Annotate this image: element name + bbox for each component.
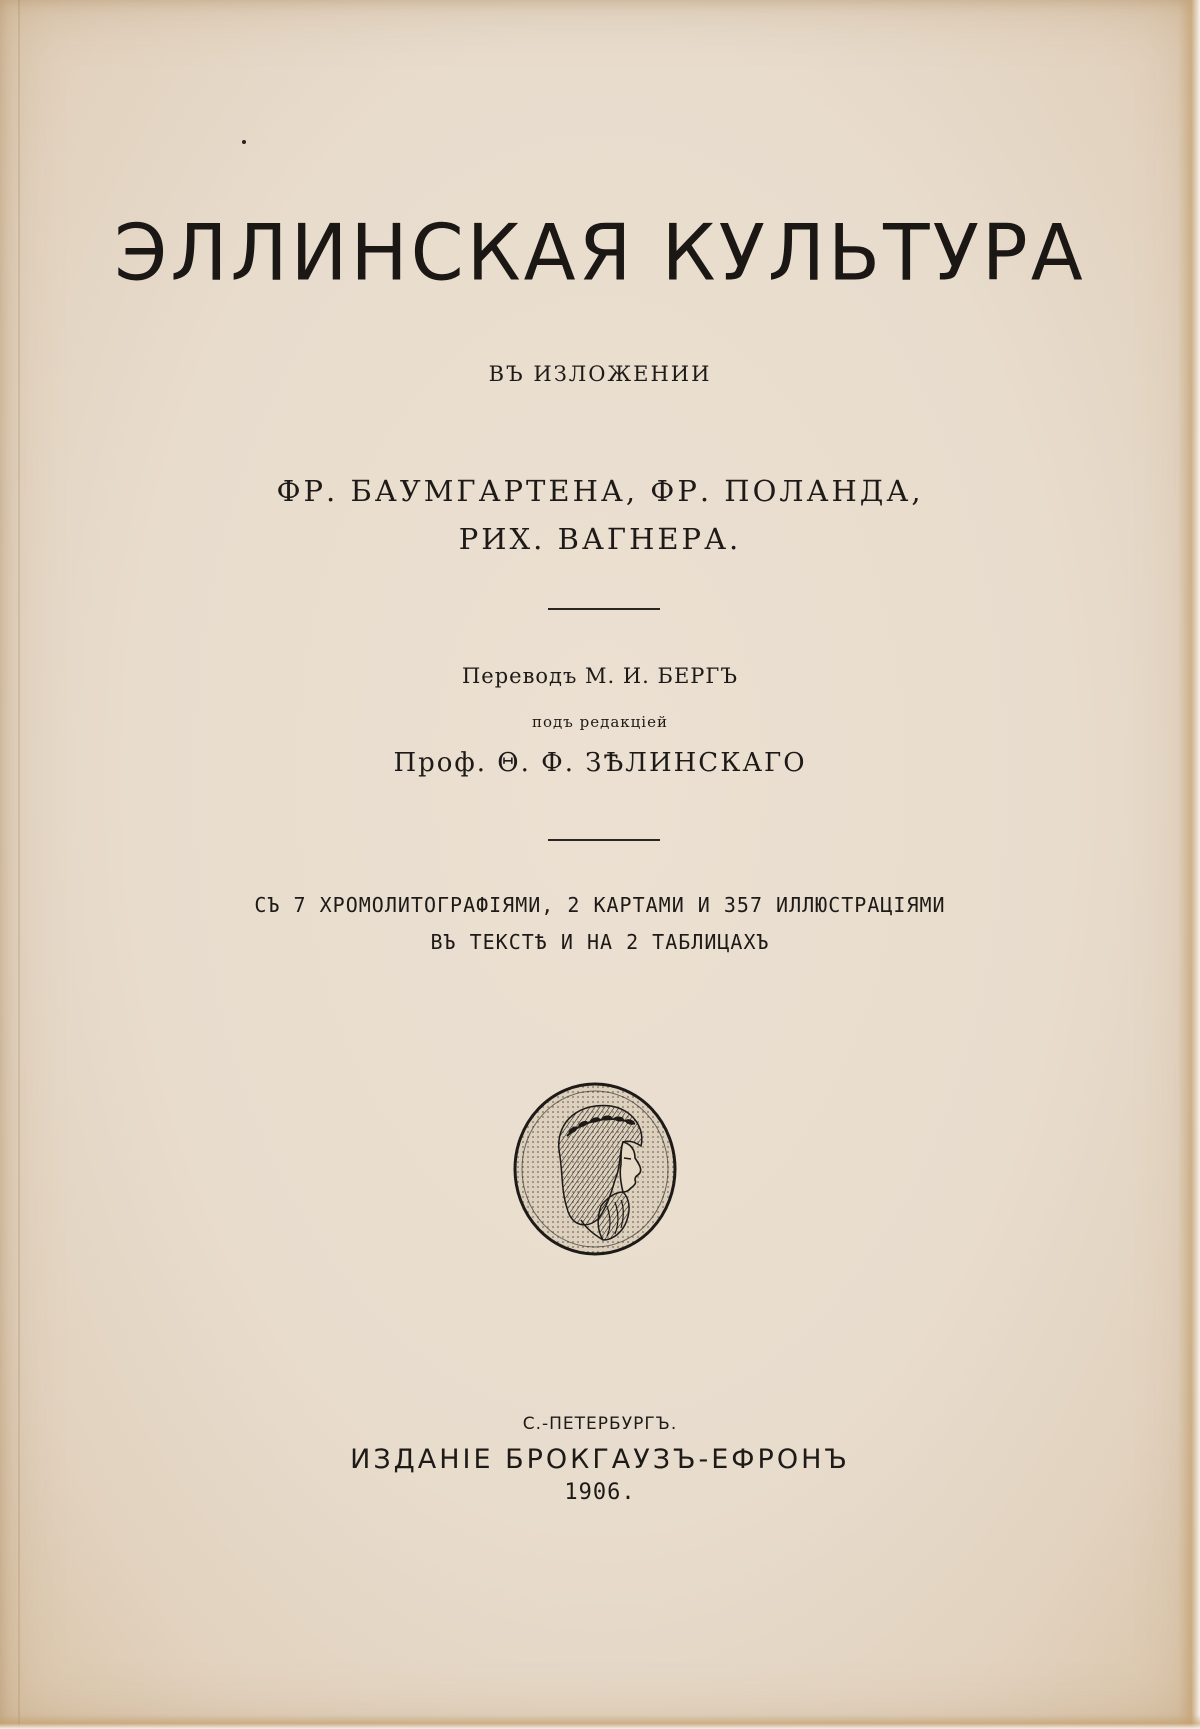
illustrations-line-2: ВЪ ТЕКСТѢ И НА 2 ТАБЛИЦАХЪ bbox=[430, 930, 770, 954]
publication-year: 1906. bbox=[564, 1480, 636, 1505]
editor-name: Проф. Θ. Ф. ЗѢЛИНСКАГО bbox=[393, 748, 807, 778]
divider-rule-1 bbox=[548, 608, 660, 610]
editor-prefix: подъ редакціей bbox=[532, 713, 668, 731]
book-title: ЭЛЛИНСКАЯ КУЛЬТУРА bbox=[114, 207, 1086, 298]
publisher: ИЗДАНІЕ БРОКГАУЗЪ-ЕФРОНЪ bbox=[350, 1444, 850, 1475]
authors-line-1: ФР. БАУМГАРТЕНА, ФР. ПОЛАНДА, bbox=[276, 474, 924, 508]
publication-city: С.-ПЕТЕРБУРГЪ. bbox=[522, 1414, 678, 1434]
divider-rule-2 bbox=[548, 839, 660, 841]
illustrations-line-1: СЪ 7 ХРОМОЛИТОГРАФІЯМИ, 2 КАРТАМИ И 357 ИЛЛЮСТРАЦІЯМИ bbox=[254, 893, 946, 917]
authors-line-2: РИХ. ВАГНЕРА. bbox=[458, 522, 742, 556]
page-edge-bottom bbox=[0, 1715, 1200, 1729]
coin-portrait-icon bbox=[511, 1080, 679, 1258]
ink-speck bbox=[242, 140, 246, 144]
subtitle: ВЪ ИЗЛОЖЕНИИ bbox=[488, 362, 712, 386]
translator-line: Переводъ М. И. БЕРГЪ bbox=[461, 664, 739, 688]
